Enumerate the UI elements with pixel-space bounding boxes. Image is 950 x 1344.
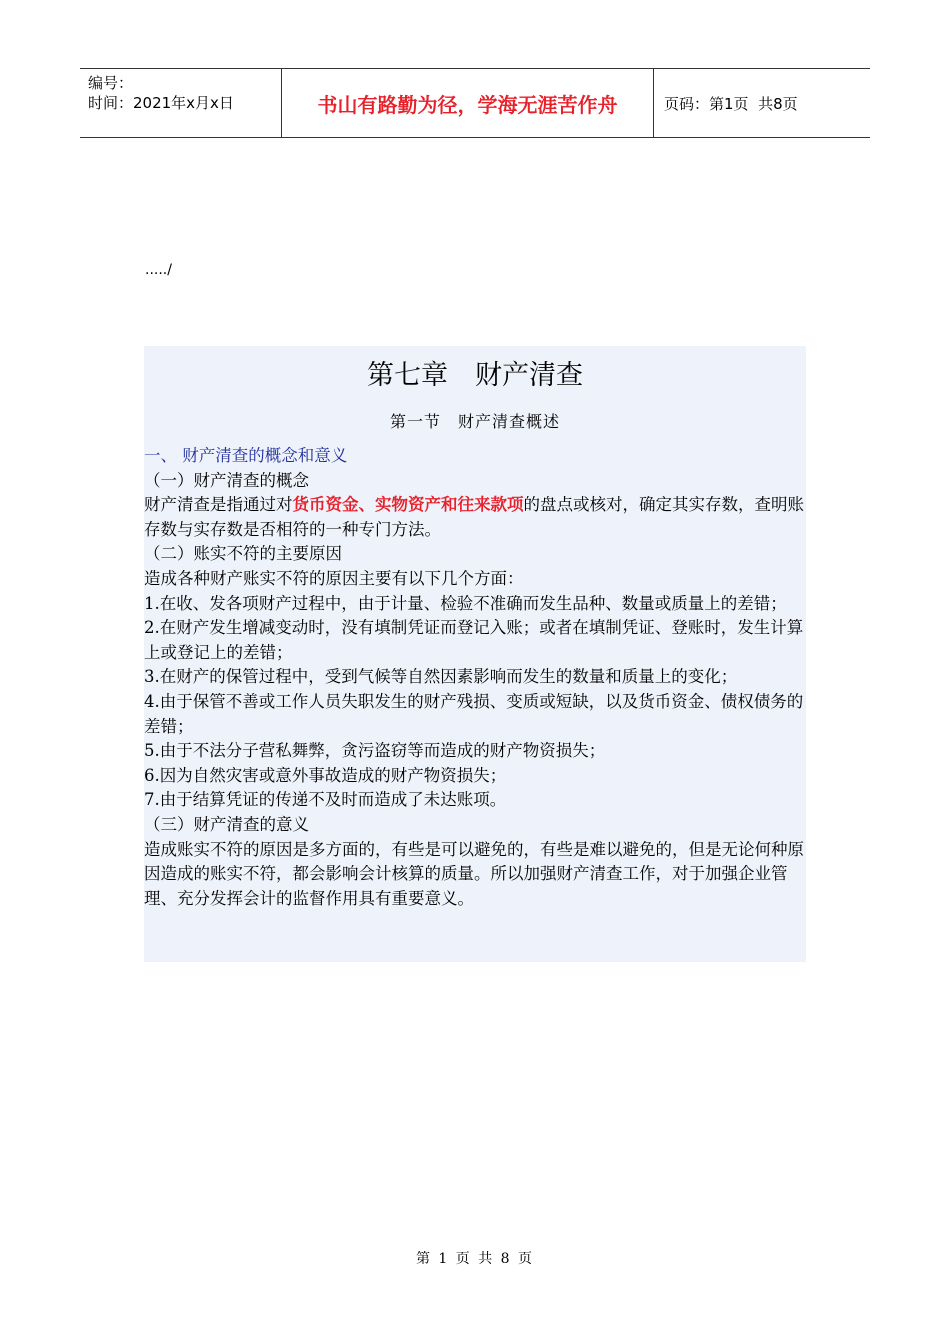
chapter-title: 第七章 财产清查 bbox=[367, 360, 583, 391]
page-info-text: 页码：第1页 共8页 bbox=[664, 94, 798, 113]
list-item: 6.因为自然灾害或意外事故造成的财产物资损失； bbox=[144, 765, 507, 785]
paragraph-2-intro: 造成各种财产账实不符的原因主要有以下几个方面： bbox=[144, 568, 524, 588]
header-page-info bbox=[654, 69, 870, 137]
content-panel bbox=[144, 346, 806, 962]
time-label: 时间：2021年x月x日 bbox=[88, 94, 234, 112]
header-meta bbox=[80, 69, 282, 137]
subheading-2: （二）账实不符的主要原因 bbox=[144, 544, 342, 564]
list-item: 5.由于不法分子营私舞弊，贪污盗窃等而造成的财产物资损失； bbox=[144, 741, 606, 761]
subheading-3: （三）财产清查的意义 bbox=[144, 814, 309, 834]
paragraph-1-after: 的盘点或核对，确定其实存数，查明账存数与实存数是否相符的一种专门方法。 bbox=[144, 495, 804, 539]
paragraph-1-before: 财产清查是指通过对 bbox=[144, 495, 293, 515]
dots-marker: ...../ bbox=[145, 262, 172, 278]
page-footer: 第 1 页 共 8 页 bbox=[415, 1251, 535, 1267]
paragraph-3: 造成账实不符的原因是多方面的，有些是可以避免的，有些是难以避免的，但是无论何种原因造成的账实不符，都会影响会计核算的质量。所以加强财产清查工作，对于加强企业管理、充分发挥会计的监督作用具有重要意义。 bbox=[144, 839, 804, 908]
paragraph-1-highlight: 货币资金、实物资产和往来款项 bbox=[292, 495, 524, 515]
number-label: 编号： bbox=[88, 74, 134, 92]
body-text bbox=[144, 444, 806, 911]
list-item: 2.在财产发生增减变动时，没有填制凭证而登记入账；或者在填制凭证、登账时，发生计算上或登记上的差错； bbox=[144, 618, 804, 662]
header-motto: 书山有路勤为径，学海无涯苦作舟 bbox=[282, 69, 654, 137]
list-item: 3.在财产的保管过程中，受到气候等自然因素影响而发生的数量和质量上的变化； bbox=[144, 667, 738, 687]
list-item: 1.在收、发各项财产过程中，由于计量、检验不准确而发生品种、数量或质量上的差错； bbox=[144, 593, 787, 613]
paragraph-1 bbox=[144, 493, 806, 542]
list-item: 4.由于保管不善或工作人员失职发生的财产残损、变质或短缺，以及货币资金、债权债务的差错； bbox=[144, 691, 804, 736]
subheading-1: （一）财产清查的概念 bbox=[144, 470, 309, 490]
heading-1: 一、 财产清查的概念和意义 bbox=[144, 446, 348, 465]
list-item: 7.由于结算凭证的传递不及时而造成了未达账项。 bbox=[144, 790, 507, 810]
page-header bbox=[80, 68, 870, 138]
section-title: 第一节 财产清查概述 bbox=[389, 412, 560, 431]
